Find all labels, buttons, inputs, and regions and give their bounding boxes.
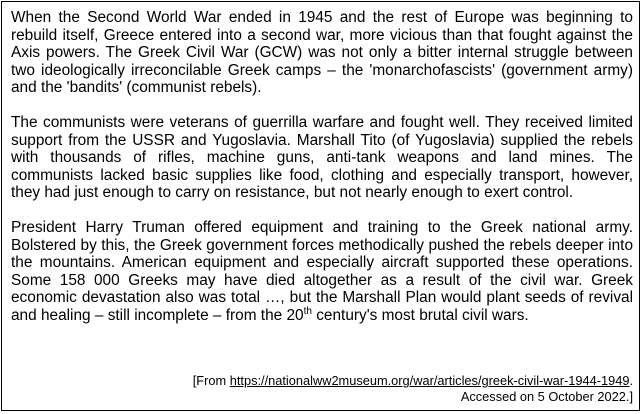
paragraph-1: When the Second World War ended in 1945 and the rest of Europe was beginning to rebuild itself, Greece entered into a second war, more vicious than that fought against the Axis powers. The Greek Civil War (GCW) was not only a bitter internal struggle between two ideologically irreconcilable Greek camps – the 'monarchofascists' (government army) and the 'bandits' (communist rebels). xyxy=(11,9,633,97)
paragraph-gap xyxy=(11,202,633,219)
ordinal-superscript: th xyxy=(303,305,312,317)
source-citation xyxy=(193,373,633,405)
paragraph-gap xyxy=(11,97,633,114)
citation-suffix: . xyxy=(629,373,633,388)
citation-prefix: [From xyxy=(192,373,230,388)
paragraph-3 xyxy=(11,219,633,325)
paragraph-3-text: President Harry Truman offered equipment and training to the Greek national army. Bolstered by this, the Greek government forces methodically pushed the rebels deeper into the mountains. American equipment and especially aircraft supported these operations. Some 158 000 Greeks may have died altogether as a result of the civil war. Greek economic devastation also was total …, but the Marshall Plan would plant seeds of revival and healing – still incomplete – from the 20 xyxy=(11,218,633,324)
source-link[interactable]: https://nationalww2museum.org/war/articles/greek-civil-war-1944-1949 xyxy=(229,373,630,388)
paragraph-2: The communists were veterans of guerrilla warfare and fought well. They received limited support from the USSR and Yugoslavia. Marshall Tito (of Yugoslavia) supplied the rebels with thousands of rifles, machine guns, anti-tank weapons and land mines. The communists lacked basic supplies like food, clothing and especially transport, however, they had just enough to carry on resistance, but not nearly enough to exert control. xyxy=(11,113,633,202)
citation-accessed-date: Accessed on 5 October 2022.] xyxy=(460,389,633,404)
citation-line-1 xyxy=(193,373,633,389)
source-text-box xyxy=(1,1,640,411)
paragraph-3-ending: century's most brutal civil wars. xyxy=(311,306,529,324)
